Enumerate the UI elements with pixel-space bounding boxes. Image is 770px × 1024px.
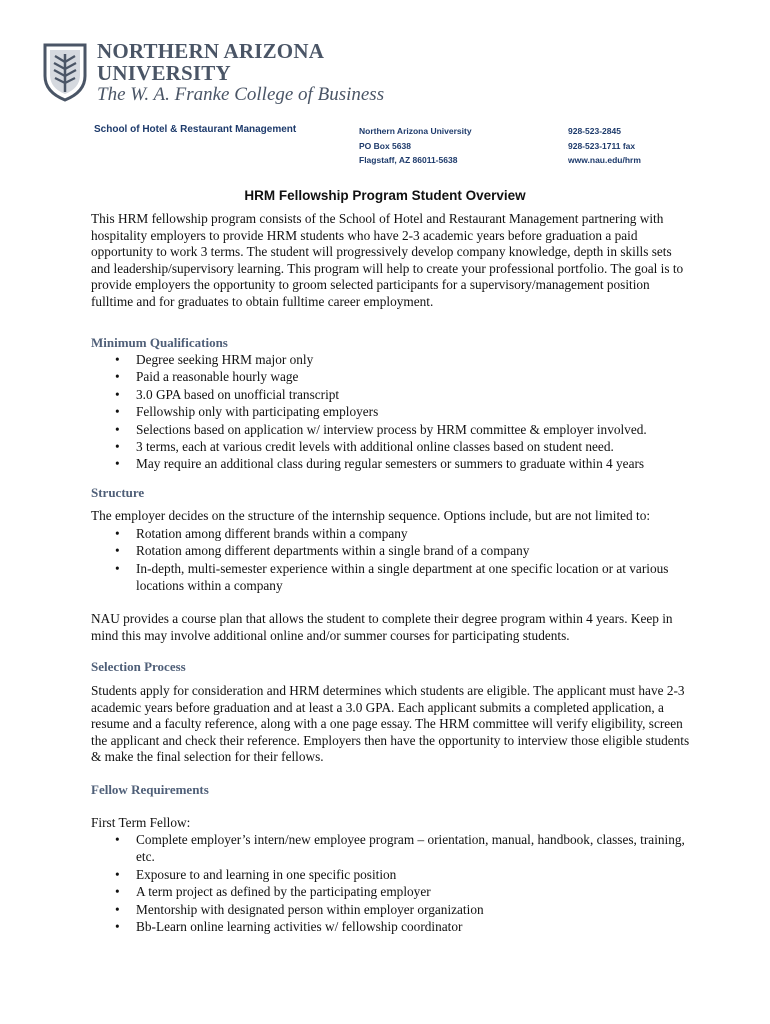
- list-item: • Mentorship with designated person within employer organization: [91, 901, 691, 918]
- list-item: • 3 terms, each at various credit levels with additional online classes based on student need.: [91, 438, 691, 455]
- list-item: • May require an additional class during regular semesters or summers to graduate within 4 years: [91, 455, 691, 472]
- fellow-requirements-list: [91, 831, 691, 935]
- list-item: • Complete employer’s intern/new employee program – orientation, manual, handbook, classes, training, etc.: [91, 831, 691, 866]
- structure-heading: Structure: [91, 485, 145, 500]
- list-item: • Fellowship only with participating employers: [91, 403, 691, 420]
- fax-number: 928-523-1711 fax: [568, 140, 636, 151]
- list-item: • 3.0 GPA based on unofficial transcript: [91, 386, 691, 403]
- list-item: • In-depth, multi-semester experience within a single department at one specific location or at various locations within a company: [91, 560, 691, 595]
- list-item: • Rotation among different brands within a company: [91, 525, 691, 542]
- phone-number: 928-523-2845: [568, 126, 621, 136]
- university-name-line2: UNIVERSITY: [97, 61, 231, 85]
- document-title: HRM Fellowship Program Student Overview: [244, 188, 526, 203]
- address-line: Northern Arizona University: [359, 126, 472, 136]
- list-item: • Bb-Learn online learning activities w/ fellowship coordinator: [91, 918, 691, 935]
- list-item: • Exposure to and learning in one specific position: [91, 866, 691, 883]
- list-item: • Paid a reasonable hourly wage: [91, 368, 691, 385]
- university-name-line1: NORTHERN ARIZONA: [97, 39, 325, 63]
- min-qualifications-heading: Minimum Qualifications: [91, 335, 228, 350]
- selection-process-heading: Selection Process: [91, 659, 186, 674]
- list-item: • Selections based on application w/ interview process by HRM committee & employer involved.: [91, 421, 691, 438]
- list-item: • Rotation among different departments within a single brand of a company: [91, 542, 691, 559]
- structure-list: [91, 525, 691, 595]
- department-name: School of Hotel & Restaurant Management: [94, 124, 297, 135]
- university-wordmark: [97, 40, 384, 107]
- contact-info: [568, 124, 641, 168]
- min-qualifications-list: [91, 351, 691, 473]
- list-item: • Degree seeking HRM major only: [91, 351, 691, 368]
- structure-intro: The employer decides on the structure of the internship sequence. Options include, but are not limited to:: [91, 508, 651, 523]
- intro-paragraph: This HRM fellowship program consists of the School of Hotel and Restaurant Management partnering with hospitality employers to provide HRM students who have 2-3 academic years before graduation a paid opportunity to work 3 terms. The student will progressively develop company knowledge, depth in skills sets and leadership/supervisory learning. This program will help to create your professional portfolio. The goal is to provide employers the opportunity to groom selected participants for a supervisory/management position fulltime and for graduates to obtain fulltime career employment.: [91, 211, 684, 309]
- mailing-address: [359, 124, 472, 168]
- website-link[interactable]: www.nau.edu/hrm: [568, 155, 641, 165]
- fellow-requirements-heading: Fellow Requirements: [91, 782, 209, 797]
- address-line: PO Box 5638: [359, 140, 411, 151]
- list-item: • A term project as defined by the participating employer: [91, 883, 691, 900]
- nau-shield-icon: [42, 42, 88, 102]
- college-name: The W. A. Franke College of Business: [97, 84, 385, 105]
- first-term-label: First Term Fellow:: [91, 815, 191, 830]
- selection-process-paragraph: Students apply for consideration and HRM determines which students are eligible. The applicant must have 2-3 academic years before graduation and at least a 3.0 GPA. Each applicant submits a completed application, a resume and a faculty reference, along with a one page essay. The HRM committee will verify eligibility, screen the applicant and check their reference. Employers then have the opportunity to interview those eligible students & make the final selection for their fellows.: [91, 683, 690, 765]
- address-line: Flagstaff, AZ 86011-5638: [359, 155, 458, 165]
- structure-note: NAU provides a course plan that allows the student to complete their degree program within 4 years. Keep in mind this may involve additional online and/or summer courses for participating students.: [91, 611, 673, 643]
